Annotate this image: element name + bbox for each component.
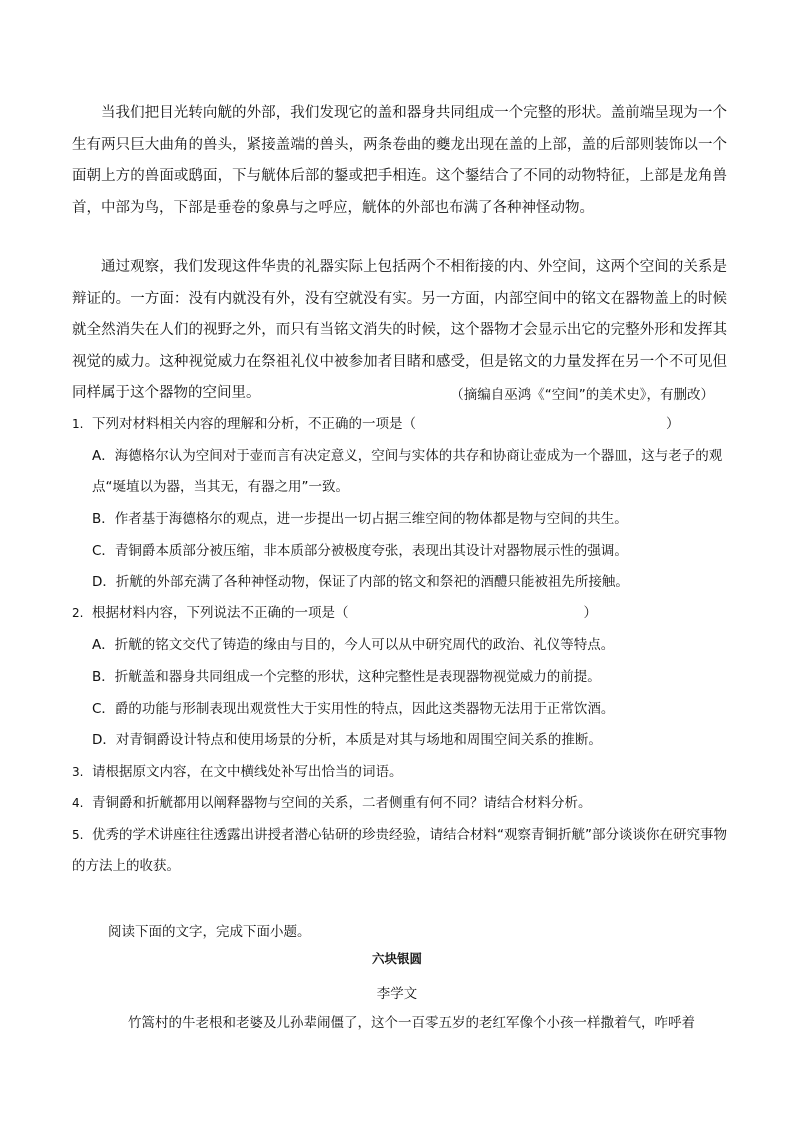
- question-5: [72, 820, 727, 882]
- question-number: 3.: [72, 765, 84, 779]
- question-2: [72, 598, 727, 629]
- question-stem: 优秀的学术讲座往往透露出讲授者潜心钻研的珍贵经验，请结合材料“观察青铜折觥”部分谈谈你在研究事物的方法上的收获。: [72, 827, 727, 874]
- story-author: 李学文: [376, 986, 418, 1002]
- question-stem: 青铜爵和折觥都用以阐释器物与空间的关系，二者侧重有何不同？请结合材料分析。: [92, 795, 592, 811]
- question-1: [72, 409, 727, 440]
- question-1-option-a: A．海德格尔认为空间对于壶而言有决定意义，空间与实体的共存和协商让壶成为一个器皿，这与老子的观点“埏埴以为器，当其无，有器之用”一致。: [92, 448, 723, 495]
- passage-paragraph-1: 当我们把目光转向觥的外部，我们发现它的盖和器身共同组成一个完整的形状。盖前端呈现为一个生有两只巨大曲角的兽头，紧接盖端的兽头，两条卷曲的夔龙出现在盖的上部，盖的后部则装饰以一个面朝上方的兽面或鸱面，下与觥体后部的鋬或把手相连。这个鋬结合了不同的动物特征，上部是龙角兽首，中部为鸟，下部是垂卷的象鼻与之呼应，觥体的外部也布满了各种神怪动物。: [72, 105, 727, 216]
- question-1-option-b: B．作者基于海德格尔的观点，进一步提出一切占据三维空间的物体都是物与空间的共生。: [92, 511, 628, 527]
- question-close-paren: ）: [666, 416, 680, 432]
- question-close-paren: ）: [583, 605, 597, 621]
- question-number: 2.: [72, 606, 84, 620]
- reading-instruction: 阅读下面的文字，完成下面小题。: [108, 924, 311, 940]
- passage-source: （摘编自巫鸿《“空间”的美术史》，有删改）: [450, 387, 714, 403]
- question-2-option-c: C．爵的功能与形制表现出观赏性大于实用性的特点，因此这类器物无法用于正常饮酒。: [92, 701, 615, 717]
- question-1-option-c: C．青铜爵本质部分被压缩，非本质部分被极度夸张，表现出其设计对器物展示性的强调。: [92, 543, 628, 559]
- story-first-line: 竹篙村的牛老根和老婆及儿孙辈闹僵了，这个一百零五岁的老红军像个小孩一样撒着气，咋呼着: [128, 1015, 695, 1031]
- question-number: 4.: [72, 796, 84, 810]
- question-stem: 根据材料内容，下列说法不正确的一项是（: [92, 605, 349, 621]
- question-2-option-b: B．折觥盖和器身共同组成一个完整的形状，这种完整性是表现器物视觉威力的前提。: [92, 669, 601, 685]
- question-1-option-d: D．折觥的外部充满了各种神怪动物，保证了内部的铭文和祭祀的酒醴只能被祖先所接触。: [92, 574, 629, 590]
- story-title: 六块银圆: [371, 951, 422, 966]
- question-3: [72, 757, 727, 788]
- question-number: 5.: [72, 828, 84, 842]
- question-2-option-a: A．折觥的铭文交代了铸造的缘由与目的，今人可以从中研究周代的政治、礼仪等特点。: [92, 637, 615, 653]
- question-stem: 请根据原文内容，在文中横线处补写出恰当的词语。: [92, 764, 403, 780]
- question-2-option-d: D．对青铜爵设计特点和使用场景的分析，本质是对其与场地和周围空间关系的推断。: [92, 732, 602, 748]
- passage-paragraph-2: 通过观察，我们发现这件华贵的礼器实际上包括两个不相衔接的内、外空间，这两个空间的关系是辩证的。一方面：没有内就没有外，没有空就没有实。另一方面，内部空间中的铭文在器物盖上的时候就全然消失在人们的视野之外，而只有当铭文消失的时候，这个器物才会显示出它的完整外形和发挥其视觉的威力。这种视觉威力在祭祖礼仪中被参加者目睹和感受，但是铭文的力量发挥在另一个不可见但同样属于这个器物的空间里。: [72, 259, 727, 401]
- question-stem: 下列对材料相关内容的理解和分析，不正确的一项是（: [92, 416, 416, 432]
- question-number: 1.: [72, 417, 84, 431]
- question-4: [72, 788, 727, 819]
